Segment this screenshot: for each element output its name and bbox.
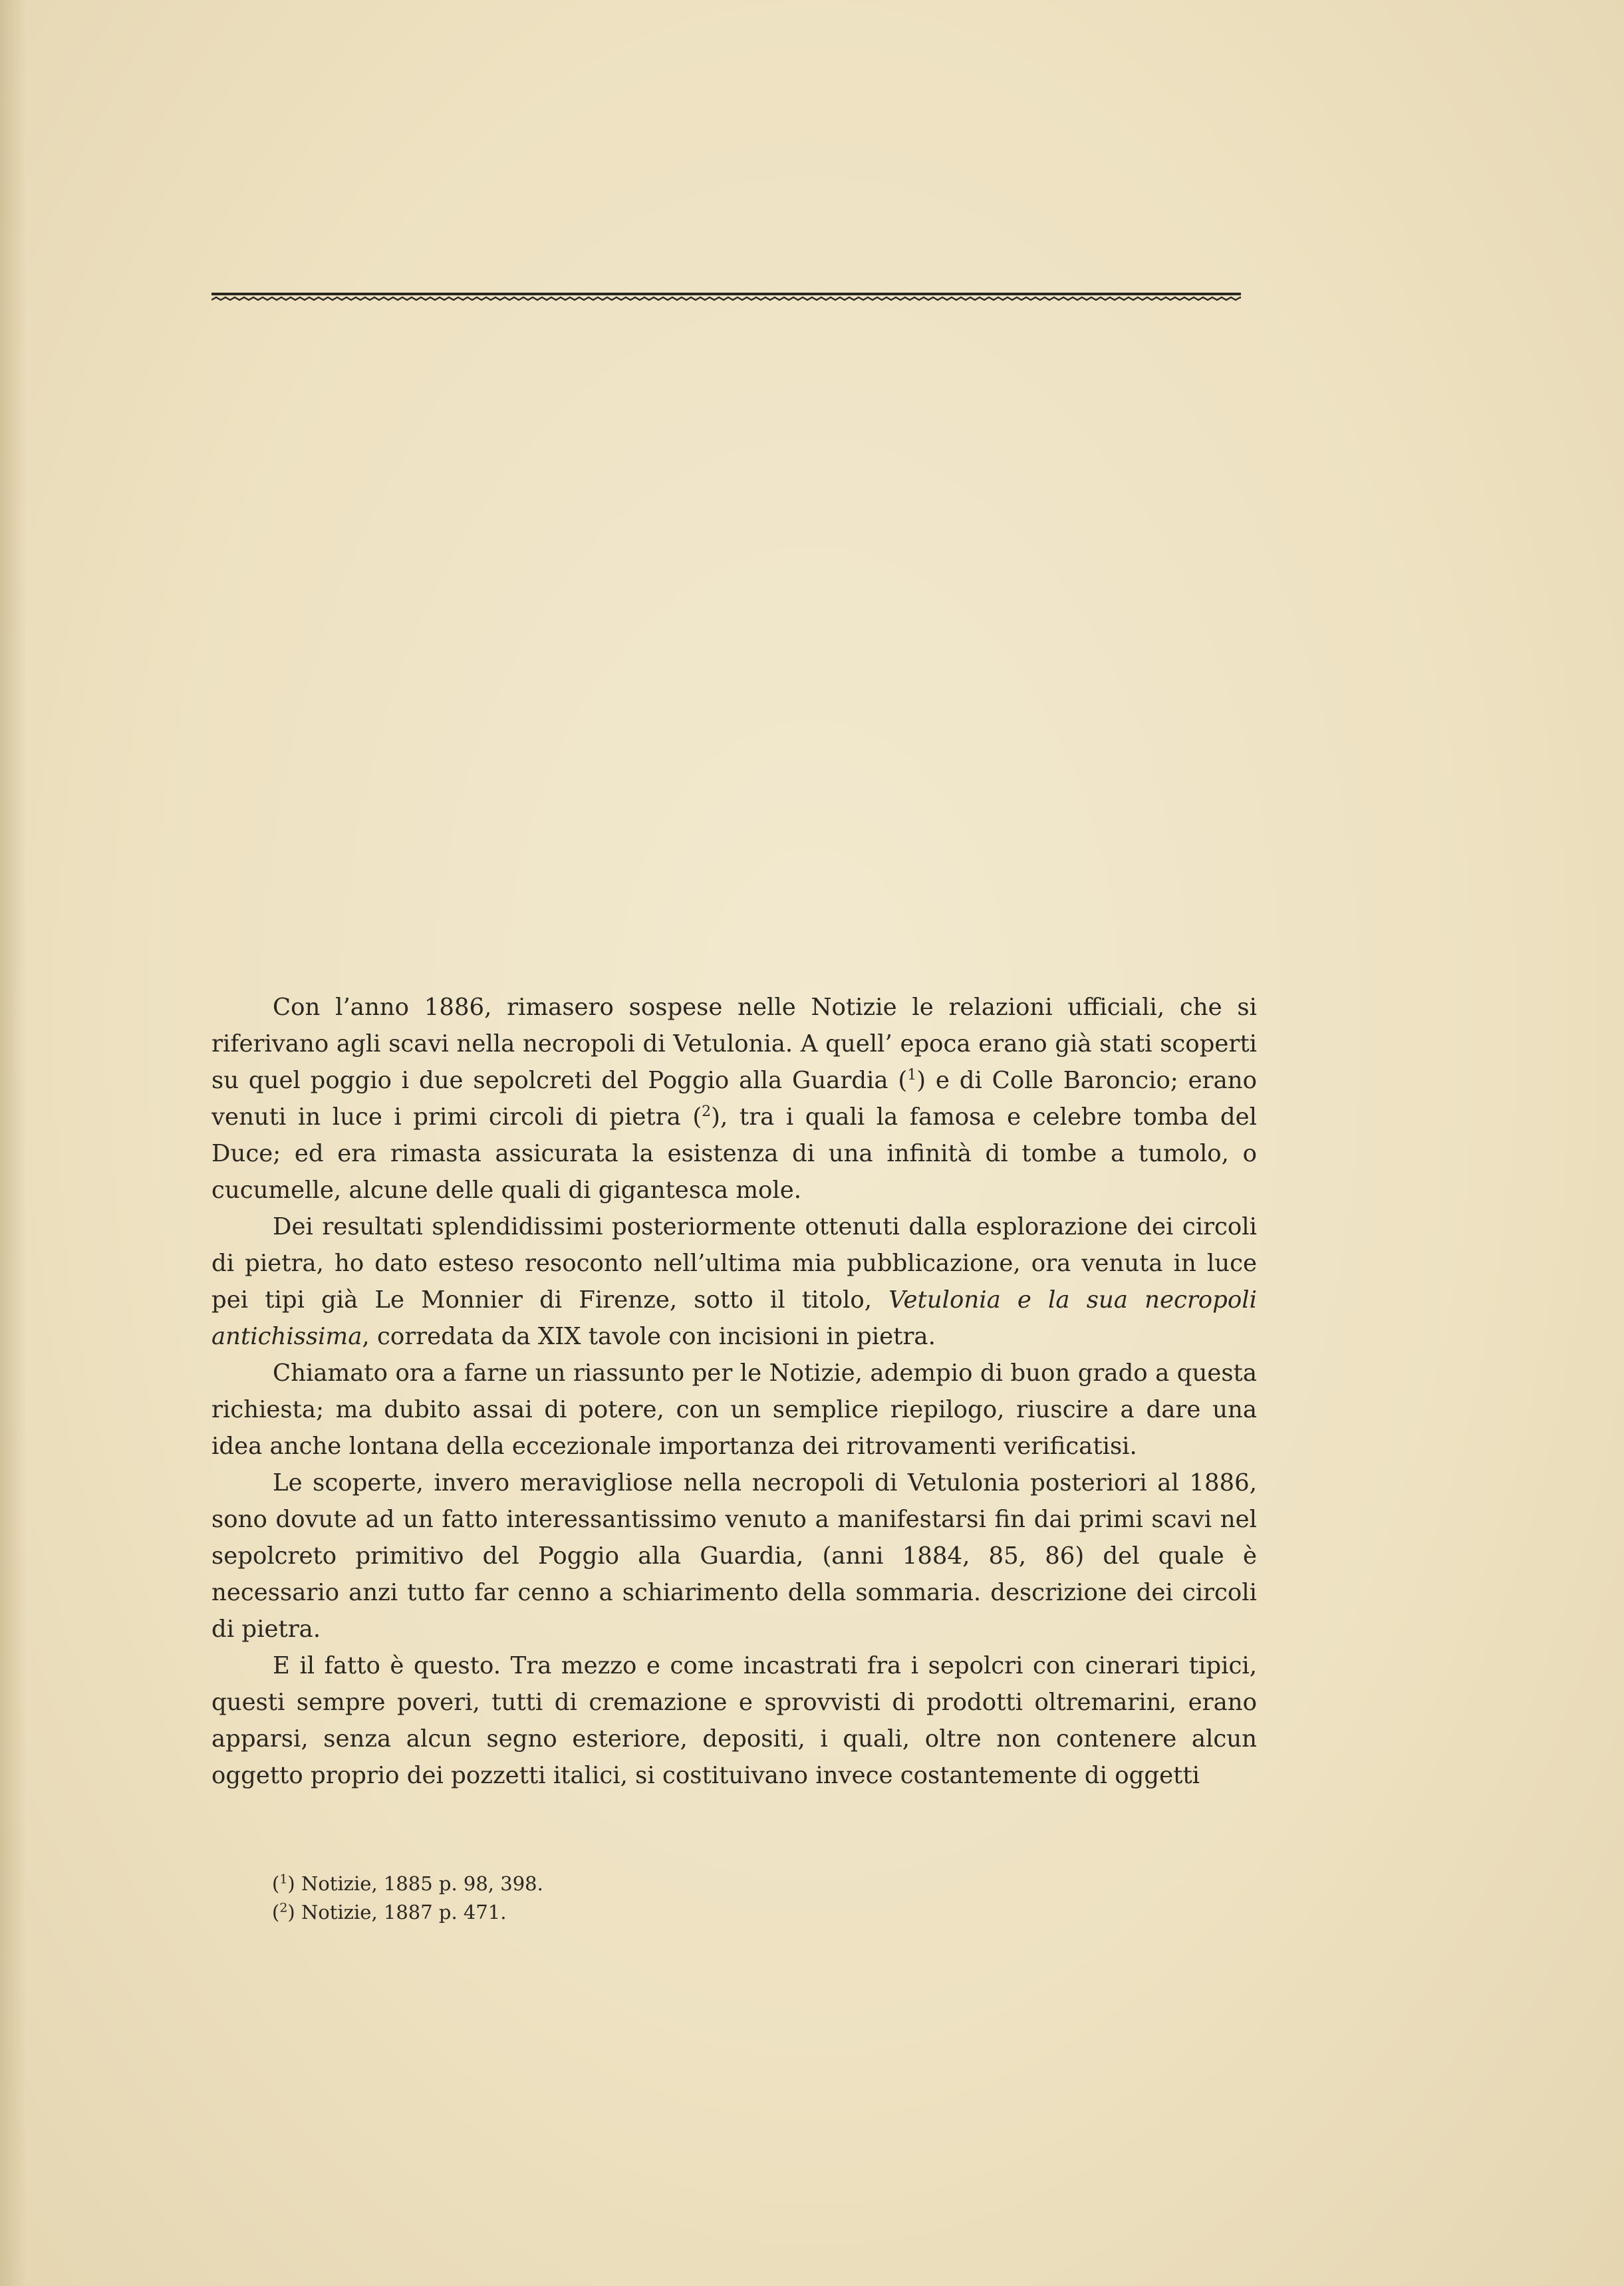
- ornamental-wavy-rule: [211, 289, 1241, 315]
- book-title: Vetulonia e la sua necropoli antichissima: [211, 1286, 1257, 1350]
- paragraph-1-text-b: ) e di Colle Baroncio; erano venuti in luce i primi circoli di pietra (: [211, 1067, 1257, 1131]
- footnote-2-text: Notizie, 1887 p. 471.: [301, 1901, 507, 1924]
- paragraph-3: Chiamato ora a farne un riassunto per le Notizie, adempio di buon grado a questa richiesta; ma dubito assai di potere, con un semplice riepilogo, riuscire a dare una idea anche lontana della eccezionale importanza dei ritrovamenti verificatisi.: [211, 1359, 1257, 1460]
- footnote-1-text: Notizie, 1885 p. 98, 398.: [301, 1872, 543, 1895]
- paragraph-1: [211, 989, 1257, 1209]
- paragraph-1-text-a: Con l’anno 1886, rimasero sospese nelle Notizie le relazioni ufficiali, che si riferivano agli scavi nella necropoli di Vetulonia. A quell’ epoca erano già stati scoperti su quel poggio i due sepolcreti del Poggio alla Guardia (: [211, 994, 1257, 1094]
- footnote-2: ($^2$) Notizie, 1887 p. 471.: [272, 1900, 507, 1924]
- footnote-1: ($^1$) Notizie, 1885 p. 98, 398.: [272, 1872, 543, 1895]
- body-text: [211, 989, 1257, 1794]
- paragraph-2-text-a: Dei resultati splendidissimi posteriormente ottenuti dalla esplorazione dei circoli di pietra, ho dato esteso resoconto nell’ultima mia pubblicazione, ora venuta in luce pei tipi già Le Monnier di Firenze, sotto il titolo,: [211, 1213, 1257, 1314]
- footnotes: [272, 1870, 1137, 1927]
- footnote-ref-1: 1: [907, 1067, 917, 1084]
- paragraph-5: E il fatto è questo. Tra mezzo e come incastrati fra i sepolcri con cinerari tipici, questi sempre poveri, tutti di cremazione e sprovvisti di prodotti oltremarini, erano apparsi, senza alcun segno esteriore, depositi, i quali, oltre non contenere alcun oggetto proprio dei pozzetti italici, si costituivano invece costantemente di oggetti: [211, 1652, 1257, 1789]
- footnote-ref-2: 2: [702, 1103, 712, 1121]
- page-edge-shadow: [0, 0, 27, 2286]
- footnote-1-mark: 1: [279, 1872, 288, 1887]
- paragraph-1-text-c: ), tra i quali la famosa e celebre tomba del Duce; ed era rimasta assicurata la esistenza di una infinità di tombe a tumolo, o cucumelle, alcune delle quali di gigantesca mole.: [211, 1103, 1257, 1204]
- paragraph-2-text-b: , corredata da XIX tavole con incisioni in pietra.: [362, 1323, 936, 1350]
- footnote-2-mark: 2: [279, 1900, 288, 1916]
- paragraph-2: [211, 1209, 1257, 1355]
- paragraph-4: Le scoperte, invero meravigliose nella necropoli di Vetulonia posteriori al 1886, sono dovute ad un fatto interessantissimo venuto a manifestarsi fin dai primi scavi nel sepolcreto primitivo del Poggio alla Guardia, (anni 1884, 85, 86) del quale è necessario anzi tutto far cenno a schiarimento della sommaria. descrizione dei circoli di pietra.: [211, 1469, 1257, 1643]
